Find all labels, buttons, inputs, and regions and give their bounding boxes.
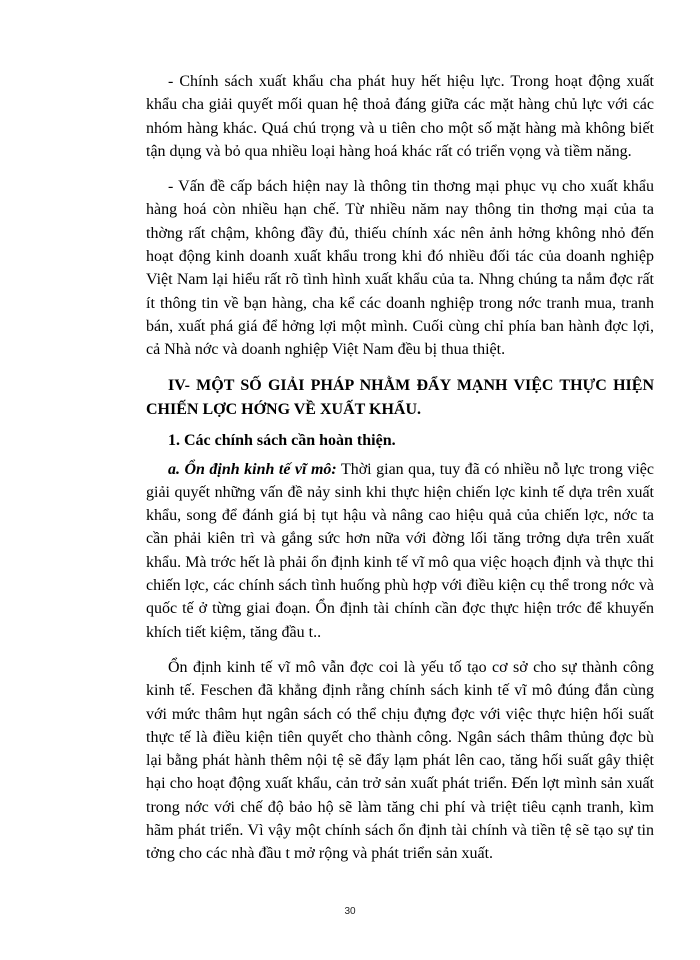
section-a-lead: a. Ổn định kinh tế vĩ mô: [168,460,337,478]
paragraph-macro-conclusion: Ổn định kinh tế vĩ mô vẫn đợc coi là yếu tố tạo cơ sở cho sự thành công kinh tế. Feschen đã khẳng định rằng chính sách kinh tế vĩ mô đúng đắn cùng với mức thâm hụt ngân sách có thể chịu đựng đợc với việc thực hiện hối suất thực tế là điều kiện tiên quyết cho thành công. Ngân sách thâm thủng đợc bù lại bằng phát hành thêm nội tệ sẽ đẩy lạm phát lên cao, tăng hối suất gây thiệt hại cho hoạt động xuất khẩu, cản trở sản xuất phát triển. Đến lợt mình sản xuất trong nớc với chế độ bảo hộ sẽ làm tăng chi phí và triệt tiêu cạnh tranh, kìm hãm phát triển. Vì vậy một chính sách ổn định tài chính và tiền tệ sẽ tạo sự tin tởng cho các nhà đầu t mở rộng và phát triển sản xuất. [146,658,654,863]
subsection-heading: 1. Các chính sách cần hoàn thiện. [168,431,396,449]
section-a-text: Thời gian qua, tuy đã có nhiều nỗ lực trong việc giải quyết những vấn đề nảy sinh khi thực hiện chiến lợc kinh tế dựa trên xuất khẩu, song để đánh giá bị tụt hậu và nâng cao hiệu quả của chiến lợc, nớc ta cần phải kiên trì và gắng sức hơn nữa với đờng lối tăng trởng dựa trên xuất khẩu. Mà trớc hết là phải ổn định kinh tế vĩ mô qua việc hoạch định và thực thi chiến lợc, các chính sách tình huống phù hợp với điều kiện cụ thể trong nớc và quốc tế ở từng giai đoạn. Ổn định tài chính cần đợc thực hiện trớc để khuyến khích tiết kiệm, tăng đầu t.. [146,460,655,641]
paragraph-trade-information: - Vấn đề cấp bách hiện nay là thông tin thơng mại phục vụ cho xuất khẩu hàng hoá còn nhiều hạn chế. Từ nhiều năm nay thông tin thơng mại của ta thờng rất chậm, không đầy đủ, thiếu chính xác nên ảnh hởng không nhỏ đến hoạt động kinh doanh xuất khẩu trong khi đó nhiều đối tác của doanh nghiệp Việt Nam lại hiểu rất rõ tình hình xuất khẩu của ta. Nhng chúng ta nắm đợc rất ít thông tin về bạn hàng, cha kể các doanh nghiệp trong nớc tranh mua, tranh bán, xuất phá giá để hởng lợi một mình. Cuối cùng chỉ phía ban hành đợc lợi, cả Nhà nớc và doanh nghiệp Việt Nam đều bị thua thiệt. [146,178,654,359]
page-number: 30 [344,906,356,917]
section-heading: IV- MỘT SỐ GIẢI PHÁP NHẰM ĐẨY MẠNH VIỆC THỰC HIỆN CHIẾN LỢC HỚNG VỀ XUẤT KHẨU. [146,376,654,418]
page-content [146,70,654,878]
paragraph-export-policy: - Chính sách xuất khẩu cha phát huy hết hiệu lực. Trong hoạt động xuất khẩu cha giải quyết mối quan hệ thoả đáng giữa các mặt hàng chủ lực với các nhóm hàng khác. Quá chú trọng và u tiên cho một số mặt hàng mà không biết tận dụng và bỏ qua nhiều loại hàng hoá khác rất có triển vọng và tiềm năng. [146,73,654,160]
paragraph-macro-stability [146,458,654,644]
